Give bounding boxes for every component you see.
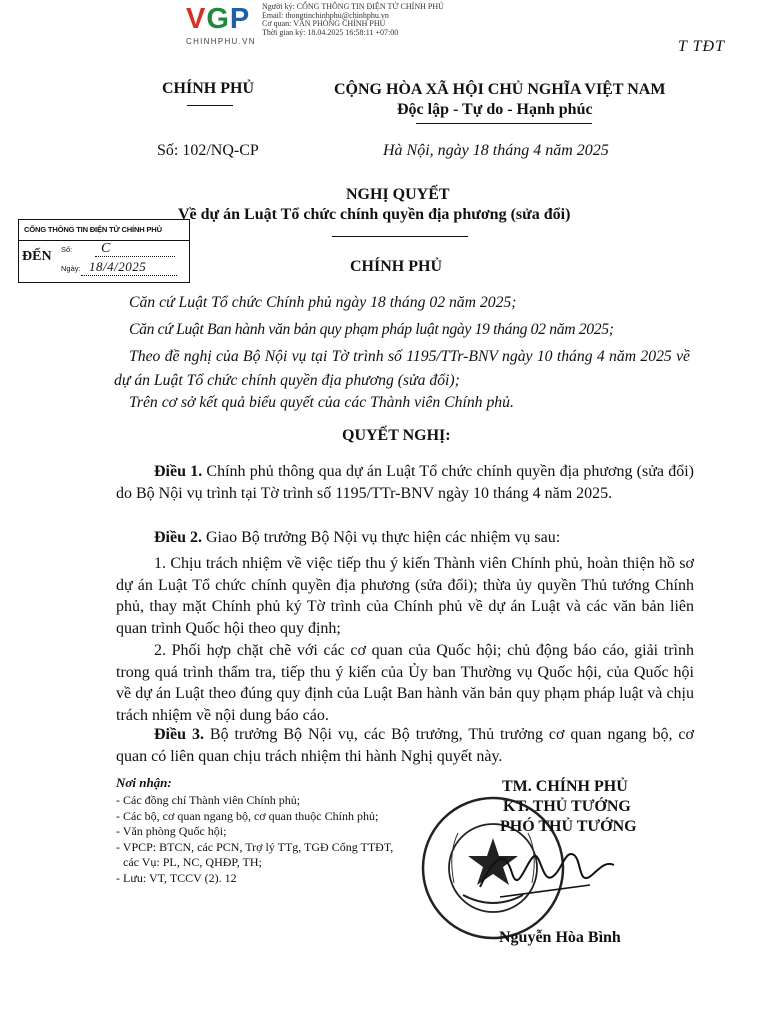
stamp-ngay-label: Ngày: [61,264,81,273]
motto-underline [416,123,592,124]
preamble-line: Căn cứ Luật Ban hành văn bản quy phạm pháp luật ngày 19 tháng 02 năm 2025; [129,321,614,338]
republic-name: CỘNG HÒA XÃ HỘI CHỦ NGHĨA VIỆT NAM [334,81,666,98]
stamp-den: ĐẾN [22,249,52,264]
signature-role: PHÓ THỦ TƯỚNG [500,818,637,835]
signature-tm: TM. CHÍNH PHỦ [502,778,628,795]
article-label: Điều 2. [154,529,202,546]
agency-underline [187,105,233,106]
recipients-label: Nơi nhận: [116,775,172,790]
place-date: Hà Nội, ngày 18 tháng 4 năm 2025 [383,142,609,159]
recipients-list [116,793,393,887]
recipient-item: - Văn phòng Quốc hội; [116,824,227,839]
article-label: Điều 1. [154,463,203,480]
stamp-so-label: Số: [61,245,73,254]
preamble-line: Trên cơ sở kết quả biểu quyết của các Thành viên Chính phủ. [129,394,514,411]
decision-heading: QUYẾT NGHỊ: [342,427,451,444]
recipient-item: - Các bộ, cơ quan ngang bộ, cơ quan thuộc Chính phủ; [116,808,379,823]
recipient-item: các Vụ: PL, NC, QHĐP, TH; [123,855,262,870]
recipient-item: - Các đồng chí Thành viên Chính phủ; [116,793,301,807]
digital-signature-info [262,3,444,37]
article-text: Chính phủ thông qua dự án Luật Tổ chức chính quyền địa phương (sửa đổi) do Bộ Nội vụ trình tại Tờ trình số 1195/TTr-BNV ngày 10 tháng 4 năm 2025. [116,463,695,502]
article-label: Điều 3. [154,726,204,743]
preamble-line: Căn cứ Luật Tổ chức Chính phủ ngày 18 tháng 02 năm 2025; [129,294,517,311]
document-type: NGHỊ QUYẾT [346,186,450,203]
logo-subtext: CHINHPHU.VN [186,37,256,46]
recipient-item: - VPCP: BTCN, các PCN, Trợ lý TTg, TGĐ Cổng TTĐT, [116,839,394,854]
sign-time-line: Thời gian ký: 18.04.2025 16:58:11 +07:00 [262,27,399,37]
agency-line: Cơ quan: VĂN PHÒNG CHÍNH PHỦ [262,19,386,29]
issuing-agency: CHÍNH PHỦ [162,80,254,97]
article-text: Bộ trưởng Bộ Nội vụ, các Bộ trưởng, Thủ trưởng cơ quan ngang bộ, cơ quan có liên quan chịu trách nhiệm thi hành Nghị quyết này. [116,726,694,765]
article-3 [116,724,694,767]
recipient-item: - Lưu: VT, TCCV (2). 12 [116,870,237,885]
handwritten-signature [470,835,620,910]
title-underline [332,236,468,237]
stamp-so-value: C [101,241,111,256]
preamble-line: Theo đề nghị của Bộ Nội vụ tại Tờ trình số 1195/TTr-BNV ngày 10 tháng 4 năm 2025 về dự án Luật Tổ chức chính quyền địa phương (sửa đổi); [114,348,690,389]
issuer-heading: CHÍNH PHỦ [350,258,442,275]
document-subject: Về dự án Luật Tổ chức chính quyền địa phương (sửa đổi) [178,206,571,223]
article-2 [116,527,694,549]
received-stamp [18,219,190,283]
document-number: Số: 102/NQ-CP [157,142,259,159]
signer-name: Nguyễn Hòa Bình [499,929,621,946]
handwritten-corner-note: T TĐT [678,38,725,55]
stamp-title: CỔNG THÔNG TIN ĐIỆN TỬ CHÍNH PHỦ [24,225,162,234]
stamp-dotted-line [81,275,177,276]
national-motto: Độc lập - Tự do - Hạnh phúc [397,101,593,118]
signer-line: Người ký: CỔNG THÔNG TIN ĐIỆN TỬ CHÍNH PHỦ [262,2,444,11]
article-2-item-1: 1. Chịu trách nhiệm về việc tiếp thu ý kiến Thành viên Chính phủ, hoàn thiện hồ sơ dự án Luật Tổ chức chính quyền địa phương (sửa đổi); thừa ủy quyền Thủ tướng Chính phủ, thay mặt Chính phủ ký Tờ trình của Chính phủ về dự án Luật và các văn bản liên quan trình Quốc hội theo quy định; [116,555,694,637]
vgp-logo: VGP [186,3,251,35]
article-2-item-2: 2. Phối hợp chặt chẽ với các cơ quan của Quốc hội; chủ động báo cáo, giải trình trong quá trình thẩm tra, tiếp thu ý kiến của Ủy ban Thường vụ Quốc hội, của Quốc hội về dự án Luật theo đúng quy định của Luật Ban hành văn bản quy phạm pháp luật và chịu trách nhiệm về nội dung báo cáo. [116,642,694,724]
stamp-ngay-value: 18/4/2025 [89,259,147,274]
article-text: Giao Bộ trưởng Bộ Nội vụ thực hiện các nhiệm vụ sau: [202,529,561,546]
article-1 [116,461,694,504]
signature-kt: KT. THỦ TƯỚNG [503,798,631,815]
email-line: Email: thongtinchinhphu@chinhphu.vn [262,10,389,20]
